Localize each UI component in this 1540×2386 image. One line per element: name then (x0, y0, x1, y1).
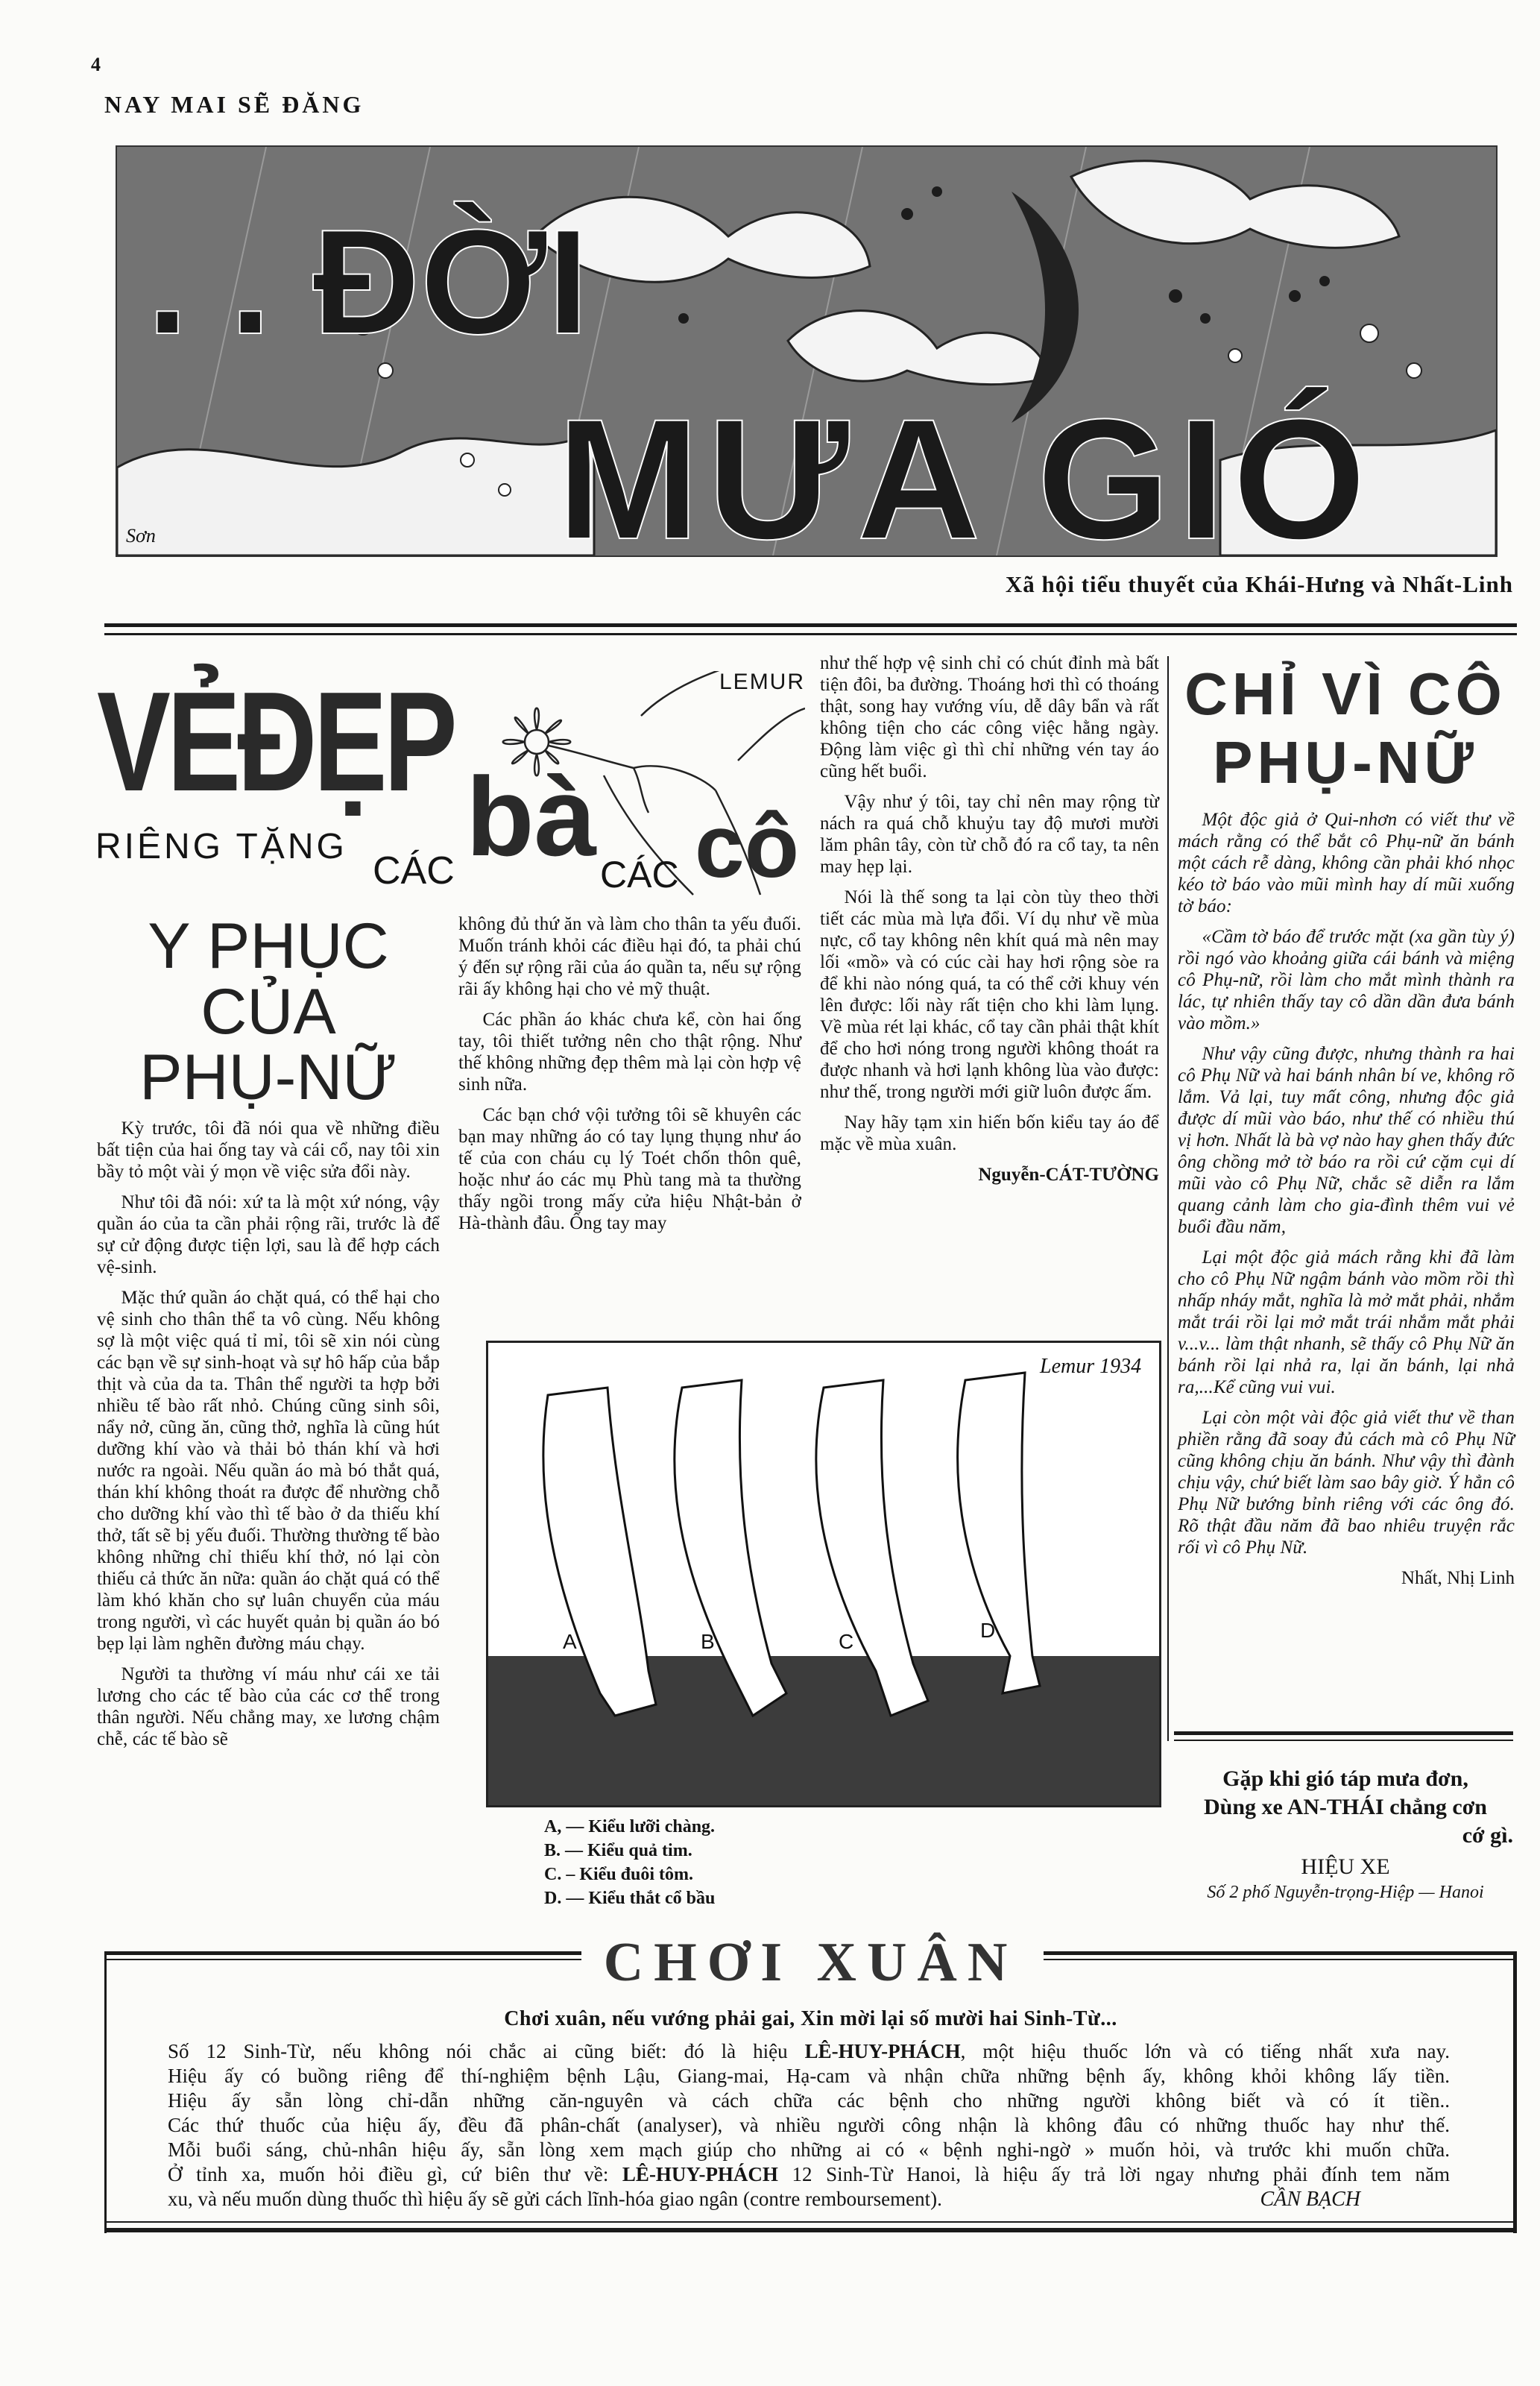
paragraph: Kỳ trước, tôi đã nói qua về những điều bất tiện của hai ống tay và cái cổ, nay tôi xin bầy tỏ một vài ý mọn về việc sửa đổi này. (97, 1118, 440, 1182)
text: Số 12 Sinh-Từ, nếu không nói chắc ai cũng biết: đó là hiệu (168, 2040, 805, 2062)
heading-cac: CÁC (600, 854, 679, 895)
article-column-1 (97, 1118, 440, 1759)
side-article-title (1174, 660, 1517, 797)
ad-line: Dùng xe AN-THÁI chẳng cơn (1204, 1795, 1487, 1819)
paragraph: «Cầm tờ báo để trước mặt (xa gần tùy ý) rồi ngó vào khoảng giữa cái bánh và miệng cô Phụ-nữ, rồi làm cho mắt mình thành ra lác, tự nhiên thấy tay cô dần dần đưa bánh vào mồm.» (1178, 927, 1515, 1033)
running-title: NAY MAI SẼ ĐĂNG (104, 91, 365, 118)
choi-xuan-advertisement (104, 1932, 1517, 2233)
ad-title: CHƠI XUÂN (603, 1932, 1018, 1993)
paragraph: Như tôi đã nói: xứ ta là một xứ nóng, vậy quần áo của ta cần phải rộng rãi, trước là để sự cử động được tiện lợi, sau là để hợp cách vệ-sinh. (97, 1192, 440, 1277)
ad-line: cớ gì. (1462, 1823, 1513, 1848)
illustrator-name: LEMUR (719, 670, 806, 694)
paragraph: Lại một độc giả mách rằng khi đã làm cho cô Phụ Nữ ngậm bánh vào mồm rồi thì nhấp nháy mắt, nghĩa là mở mắt phải, nhắm mắt trái rồi lại mở mắt trái nhắm mắt phải v...v... làm thật nhanh, sẽ thấy cô Phụ Nữ ăn bánh rồi lại nhả ra, lại ăn bánh, lại nhả ra,...Kể cũng vui vui. (1178, 1247, 1515, 1397)
label-a: A (563, 1630, 577, 1653)
floor-shadow (488, 1656, 1159, 1805)
text: Ở tỉnh xa, muốn hỏi điều gì, cứ biên thư về: (168, 2163, 622, 2185)
storm-waves-art (117, 147, 1496, 555)
ad-line: Mỗi buổi sáng, chủ-nhân hiệu ấy, sẵn lòng xem mạch giúp cho những ai có « bệnh nghi-ngờ » muốn hỏi, và trước khi muốn chữa. (168, 2138, 1450, 2161)
heading-co: cô (695, 796, 800, 896)
title-line: PHỤ-NỮ (1213, 729, 1478, 796)
ad-signature: CẦN BẠCH (1260, 2188, 1360, 2211)
title-line: PHỤ-NỮ (139, 1042, 397, 1113)
article-author: Nguyễn-CÁT-TƯỜNG (978, 1165, 1159, 1185)
paragraph: Các bạn chớ vội tưởng tôi sẽ khuyên các bạn may những áo có tay lụng thụng như áo tế của con cháu cụ lý Toét chốn thôn quê, hoặc như áo các mụ Phù tang mà ta thường thấy ngồi trong mấy cửa hiệu Nhật-bản ở Hà-thành đâu. Ống tay may (458, 1105, 801, 1233)
text: 12 Sinh-Từ Hanoi, là hiệu ấy trả lời ngay nhưng phải đính tem năm (777, 2163, 1450, 2185)
banner-title-top: . . ĐỜI (147, 199, 589, 365)
article-column-3 (820, 652, 1159, 1186)
paragraph: Lại còn một vài độc giả viết thư về than phiền rằng đã soay đủ cách mà cô Phụ Nữ cũng không chịu ăn bánh. Như vậy thì đành chịu vậy, chứ biết làm sao bây giờ. Ý hẳn cô Phụ Nữ bướng bỉnh riêng với các ông đó. Rõ thật đầu năm đã bao nhiêu truyện rắc rối vì cô Phụ Nữ. (1178, 1408, 1515, 1558)
ad-shop: HIỆU XE (1301, 1854, 1390, 1879)
title-line: CỦA (201, 976, 336, 1048)
ad-border (104, 1951, 107, 2233)
caption: B. — Kiểu quả tim. (544, 1841, 692, 1860)
paragraph: Mặc thứ quần áo chặt quá, có thể hại cho vệ sinh cho thân thể ta vô cùng. Nếu không sợ là một việc quá tỉ mỉ, tôi sẽ xin nói cùng các bạn về sự sinh-hoạt và sự hô hấp của bắp thịt và của da ta. Thân thể người ta hợp bởi nhiều tế bào rất nhỏ. Chúng cũng sinh sôi, nẩy nở, cũng ăn, cũng thở, nghĩa là cũng hút dưỡng khí vào và thải bỏ thán khí và hơi nước ra ngoài. Nếu quần áo mà bó thắt quá, thán khí không thoát ra được để nhường chỗ cho dưỡng khí vào thì tế bào ở da thiếu khí thở, tất sẽ bị yếu đuối. Thường thường tế bào không những chỉ thiếu khí thở, nó lại còn thiếu cả thức ăn nữa: quần áo chặt quá có thể làm khó khăn cho sự luân chuyển của máu trong người, vì các huyết quản bị quần áo bó bẹp lại làm nghẽn đường máu chạy. (97, 1288, 440, 1654)
paragraph: Người ta thường ví máu như cái xe tải lương cho các tế bào của các cơ thể trong thân người. Nếu chẳng may, xe lương chậm chễ, các tế bào sẽ (97, 1664, 440, 1749)
divider-rule (104, 623, 1517, 627)
text: xu, và nếu muốn dùng thuốc thì hiệu ấy sẽ gửi cách lĩnh-hóa giao ngân (contre remboursement). (168, 2188, 942, 2210)
article-column-2 (458, 913, 801, 1243)
article-title (97, 910, 440, 1113)
page-number: 4 (91, 54, 101, 75)
paragraph: như thế hợp vệ sinh chỉ có chút đỉnh mà bất tiện đôi, ba đường. Thoáng hơi thì có thoáng thật, song hay vướng víu, dễ dây bẩn và rất không tiện cho các công việc hằng ngày. Động làm việc gì thì chỉ những vén tay áo cũng hết buổi. (820, 653, 1159, 781)
ad-body (168, 2039, 1450, 2212)
shop-name: LÊ-HUY-PHÁCH (622, 2163, 778, 2185)
ad-line: Hiệu ấy sẵn lòng chỉ-dẫn những căn-nguyên và cách chữa các bệnh cho những người không biết và có ít tiền.. (168, 2089, 1450, 2112)
ad-line (168, 2187, 1450, 2212)
divider-rule (104, 633, 1517, 635)
title-line: Y PHỤC (148, 910, 389, 982)
sleeve-d (958, 1373, 1040, 1693)
caption: D. — Kiểu thắt cổ bầu (544, 1889, 716, 1908)
paragraph: không đủ thứ ăn và làm cho thân ta yếu đuối. Muốn tránh khỏi các điều hại đó, ta phải chú ý đến sự rộng rãi của áo quần ta, nếu sự rộng rãi ấy không hại cho vẻ mỹ thuật. (458, 914, 801, 999)
heading-ba: bà (466, 754, 597, 879)
paragraph: Nói là thế song ta lại còn tùy theo thời tiết các mùa mà lựa đổi. Ví dụ như về mùa nực, cổ tay không nên khít quá mà nên may lối «mồ» và có cúc cài hay hơi rộng sòe ra để khi nào nóng quá, ta có thể cởi khuy vén lên được: lối này rất tiện cho khi làm lụng. Về mùa rét lại khác, cổ tay cần phải thật khít để cho hơi nóng trong người không thoát ra được nhanh và hơi lạnh không lùa vào được: như thế, trong người mới giữ luôn được ấm. (820, 887, 1159, 1102)
paragraph: Các phần áo khác chưa kể, còn hai ống tay, tôi thiết tưởng nên cho thật rộng. Như thế không những đẹp thêm mà lại còn hợp vệ sinh nữa. (458, 1010, 801, 1095)
ad-line: Các thứ thuốc của hiệu ấy, đều đã phân-chất (analyser), và nhiều người công nhận là không đâu có những thuốc hay như thế. (168, 2114, 1450, 2136)
divider-rule (1174, 1731, 1513, 1735)
column-divider (1167, 656, 1169, 1741)
ad-border (104, 2228, 1517, 2232)
side-article-body (1178, 809, 1515, 1590)
ad-border (1513, 1951, 1517, 2233)
label-d: D (980, 1619, 996, 1642)
ad-subtitle: Chơi xuân, nếu vướng phải gai, Xin mời lại số mười hai Sinh-Từ... (504, 2007, 1117, 2030)
text: , một hiệu thuốc lớn và có tiếng nhất xưa nay. (960, 2040, 1450, 2062)
heading-ve-dep: VẺĐẸP (97, 663, 455, 821)
heading-rieng-tang: RIÊNG TẶNG (95, 827, 347, 866)
caption: C. – Kiểu đuôi tôm. (544, 1865, 694, 1884)
ad-border (104, 2221, 1517, 2223)
banner-title-bottom: MƯA GIÓ (557, 383, 1374, 555)
shop-name: LÊ-HUY-PHÁCH (804, 2040, 961, 2062)
sleeve-styles-illustration (486, 1341, 1161, 1807)
banner-illustration (116, 145, 1498, 557)
side-article-author: Nhất, Nhị Linh (1401, 1568, 1515, 1588)
paragraph: Một độc giả ở Qui-nhơn có viết thư về mách rằng có thể bắt cô Phụ-nữ ăn bánh một cách rễ dàng, không cần phải khó nhọc kéo tờ báo vào mũi mình hay dí mũi xuống tờ báo: (1178, 810, 1515, 916)
label-b: B (701, 1630, 715, 1653)
figure-captions (544, 1815, 715, 1910)
ad-address: Số 2 phố Nguyễn-trọng-Hiệp — Hanoi (1207, 1883, 1484, 1902)
figure-signature: Lemur 1934 (1040, 1355, 1142, 1378)
heading-cac: CÁC (373, 849, 455, 893)
an-thai-advertisement (1178, 1765, 1513, 1904)
fashion-heading (89, 656, 805, 910)
ad-line (168, 2162, 1450, 2187)
label-c: C (839, 1630, 854, 1653)
paragraph: Như vậy cũng được, nhưng thành ra hai cô Phụ Nữ và hai bánh nhân bí ve, không rõ lắm. Vả lại, tuy mất công, nhưng độc giả được dí mũi vào báo, như thế có nhiều thú vị hơn. Nhất là bà vợ nào hay ghen thấy đức ông chồng mở tờ báo ra rồi cứ cặm cụi dí mũi vào cô Phụ Nữ, chắc sẽ diễn ra lắm quang cảnh làm cho gia-đình thêm vui vẻ buổi đầu năm, (1178, 1044, 1515, 1237)
ad-line: Gặp khi gió táp mưa đơn, (1222, 1766, 1468, 1791)
ad-line (168, 2039, 1450, 2064)
banner-artist-signature: Sơn (126, 525, 156, 547)
title-line: CHỈ VÌ CÔ (1184, 661, 1506, 727)
paragraph: Nay hãy tạm xin hiến bốn kiểu tay áo để mặc về mùa xuân. (820, 1112, 1159, 1154)
caption: A, — Kiểu lưỡi chàng. (544, 1817, 716, 1836)
divider-rule (1174, 1740, 1513, 1741)
paragraph: Vậy như ý tôi, tay chỉ nên may rộng từ nách ra quá chỗ khuỷu tay độ mươi mười lăm phân tây, còn từ chỗ đó ra cổ tay, ta nên may hẹp lại. (820, 792, 1159, 877)
ad-line: Hiệu ấy có buồng riêng để thí-nghiệm bệnh Lậu, Giang-mai, Hạ-cam và nhận chữa những bệnh ấy, không khỏi không lấy tiền. (168, 2065, 1450, 2087)
serial-novel-subtitle: Xã hội tiểu thuyết của Khái-Hưng và Nhất-Linh (1005, 571, 1513, 597)
